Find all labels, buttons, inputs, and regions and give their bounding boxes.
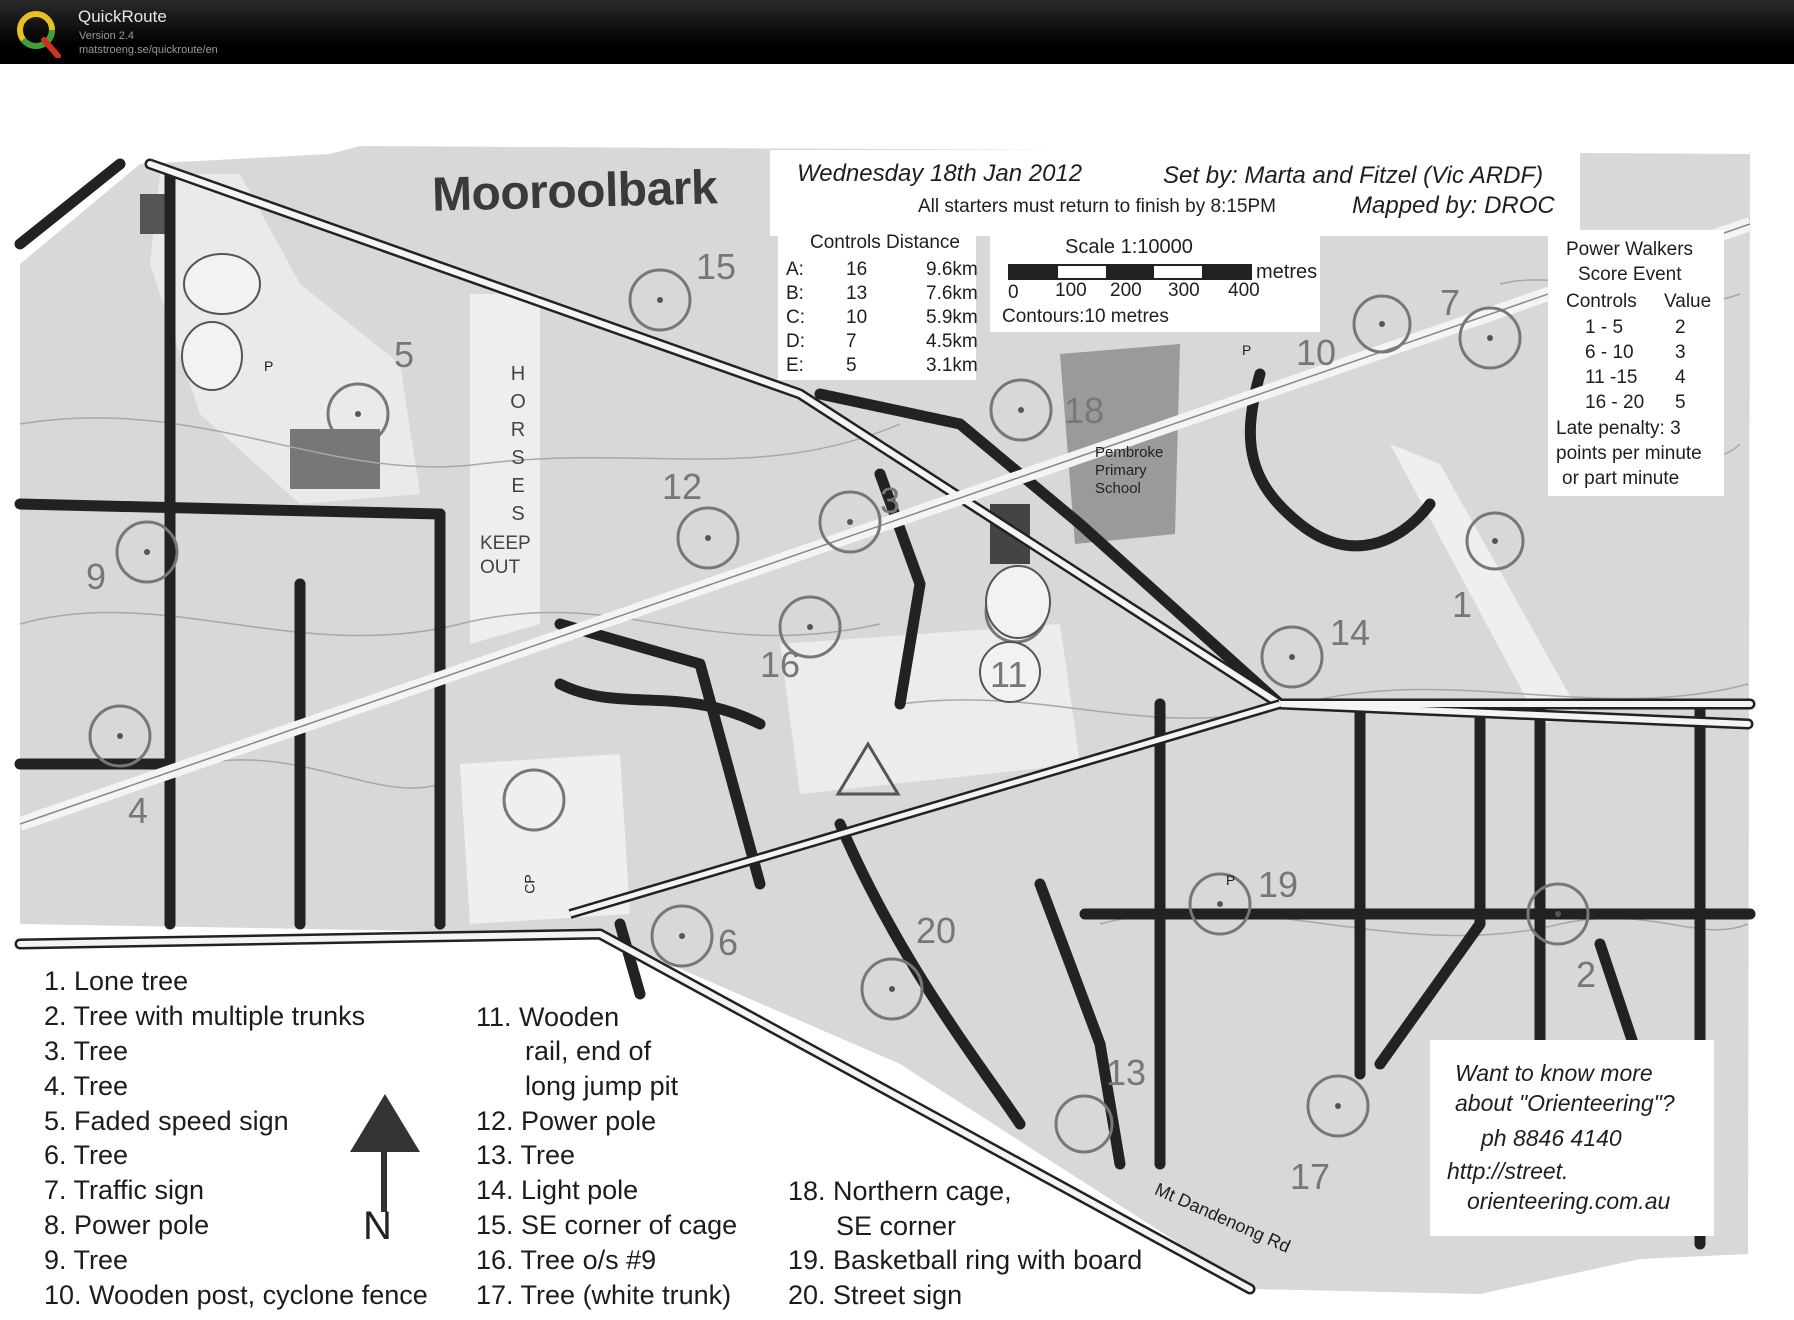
course-row: D: 7 4.5km (786, 331, 978, 352)
scale-label: Scale 1:10000 (1065, 236, 1193, 258)
control-number: 12 (662, 466, 703, 507)
control-number: 3 (880, 480, 901, 521)
legend-item: 20. Street sign (788, 1280, 963, 1310)
control-number: 10 (1296, 332, 1337, 373)
car-park-label: CP (521, 874, 538, 894)
scale-tick: 100 (1055, 280, 1087, 301)
set-by: Set by: Marta and Fitzel (Vic ARDF) (1163, 162, 1544, 189)
pw-penalty2: points per minute (1556, 443, 1702, 464)
horses-sign: H O R S E S (510, 363, 526, 525)
mapped-by: Mapped by: DROC (1352, 192, 1555, 219)
open-area (780, 624, 1080, 794)
app-url[interactable]: matstroeng.se/quickroute/en (79, 44, 218, 56)
legend-item: 8. Power pole (44, 1210, 210, 1240)
control-number: 13 (1106, 1052, 1147, 1093)
course-row: E: 5 3.1km (786, 355, 978, 376)
street-label: Mt Dandenong Rd (1151, 1179, 1294, 1257)
legend-item: 3. Tree (44, 1036, 129, 1066)
control-number: 15 (696, 246, 737, 287)
course-row: C: 10 5.9km (786, 307, 978, 328)
keep-out-sign: KEEP OUT (480, 533, 531, 578)
open-area (460, 754, 630, 924)
pw-row: 11 -15 4 (1585, 367, 1686, 388)
control-number: 19 (1258, 864, 1299, 905)
building (140, 194, 168, 234)
legend-item: 13. Tree (476, 1140, 576, 1170)
legend-item: 12. Power pole (476, 1106, 657, 1136)
pw-title1: Power Walkers (1566, 239, 1694, 260)
legend-item: 18. Northern cage, (788, 1176, 1012, 1206)
legend-item: 14. Light pole (476, 1175, 639, 1205)
info-phone: ph 8846 4140 (1481, 1125, 1622, 1151)
info-url2[interactable]: orienteering.com.au (1467, 1188, 1671, 1214)
control-number: 16 (760, 644, 801, 685)
pw-penalty1: Late penalty: 3 (1556, 418, 1681, 439)
school-label: Pembroke Primary School (1095, 444, 1164, 497)
control-number: 5 (394, 334, 415, 375)
control-number: 20 (916, 910, 957, 951)
control-number: 18 (1064, 390, 1105, 431)
scale-tick: 300 (1168, 280, 1200, 301)
pw-row: 6 - 10 3 (1585, 342, 1686, 363)
return-note: All starters must return to finish by 8:15PM (918, 196, 1276, 217)
legend-item: 19. Basketball ring with board (788, 1245, 1143, 1275)
control-number: 14 (1330, 612, 1371, 653)
quickroute-logo-icon (14, 6, 64, 58)
legend-item: 16. Tree o/s #9 (476, 1245, 657, 1275)
legend-item: long jump pit (525, 1071, 679, 1101)
parking-label: P (1242, 342, 1252, 358)
control-number: 1 (1452, 584, 1473, 625)
control-number: 7 (1440, 282, 1461, 323)
legend-item: 9. Tree (44, 1245, 129, 1275)
control-number: 17 (1290, 1156, 1331, 1197)
scale-bar (1008, 264, 1252, 280)
event-date: Wednesday 18th Jan 2012 (797, 160, 1083, 187)
legend-item: 7. Traffic sign (44, 1175, 205, 1205)
legend-item: 6. Tree (44, 1140, 129, 1170)
legend-item: 2. Tree with multiple trunks (44, 1001, 366, 1031)
app-version: Version 2.4 (79, 30, 135, 42)
pw-col-value: Value (1664, 291, 1712, 312)
scale-unit: metres (1256, 261, 1318, 283)
north-label: N (363, 1204, 392, 1248)
info-line1: Want to know more (1455, 1060, 1653, 1086)
parking-label: P (264, 358, 274, 374)
pw-table (1585, 317, 1686, 417)
pw-row: 1 - 5 2 (1585, 317, 1686, 338)
app-title-bar (0, 0, 1794, 64)
control-number: 11 (990, 654, 1028, 695)
pw-col-controls: Controls (1566, 291, 1637, 312)
scale-tick: 200 (1110, 280, 1142, 301)
building (290, 429, 380, 489)
app-name: QuickRoute (78, 7, 167, 26)
legend-item: 11. Wooden (476, 1002, 620, 1032)
pw-row: 16 - 20 5 (1585, 392, 1686, 413)
controls-header: Controls Distance (810, 232, 960, 253)
course-row: B: 13 7.6km (786, 283, 978, 304)
control-number: 9 (86, 556, 107, 597)
legend-item: 15. SE corner of cage (476, 1210, 738, 1240)
courses-table (786, 259, 978, 379)
legend-item: SE corner (836, 1211, 957, 1241)
open-area (470, 294, 540, 644)
legend-item: 17. Tree (white trunk) (476, 1280, 732, 1310)
pw-title2: Score Event (1578, 264, 1682, 285)
legend-item: 5. Faded speed sign (44, 1106, 289, 1136)
legend-item: rail, end of (525, 1036, 652, 1066)
parking-label: P (1226, 872, 1236, 888)
pw-penalty3: or part minute (1562, 468, 1680, 489)
map-title: Mooroolbark (431, 161, 718, 222)
scale-tick: 400 (1228, 280, 1260, 301)
orienteering-map[interactable] (0, 64, 1794, 1310)
control-number: 2 (1576, 954, 1597, 995)
control-number: 4 (128, 790, 149, 831)
info-url1[interactable]: http://street. (1447, 1158, 1569, 1184)
contours-note: Contours:10 metres (1002, 306, 1169, 327)
info-line2: about "Orienteering"? (1455, 1090, 1675, 1116)
legend-item: 4. Tree (44, 1071, 129, 1101)
control-number: 6 (718, 922, 739, 963)
legend-item: 1. Lone tree (44, 966, 189, 996)
course-row: A: 16 9.6km (786, 259, 978, 280)
legend-item: 10. Wooden post, cyclone fence (44, 1280, 428, 1310)
scale-tick: 0 (1008, 282, 1019, 303)
